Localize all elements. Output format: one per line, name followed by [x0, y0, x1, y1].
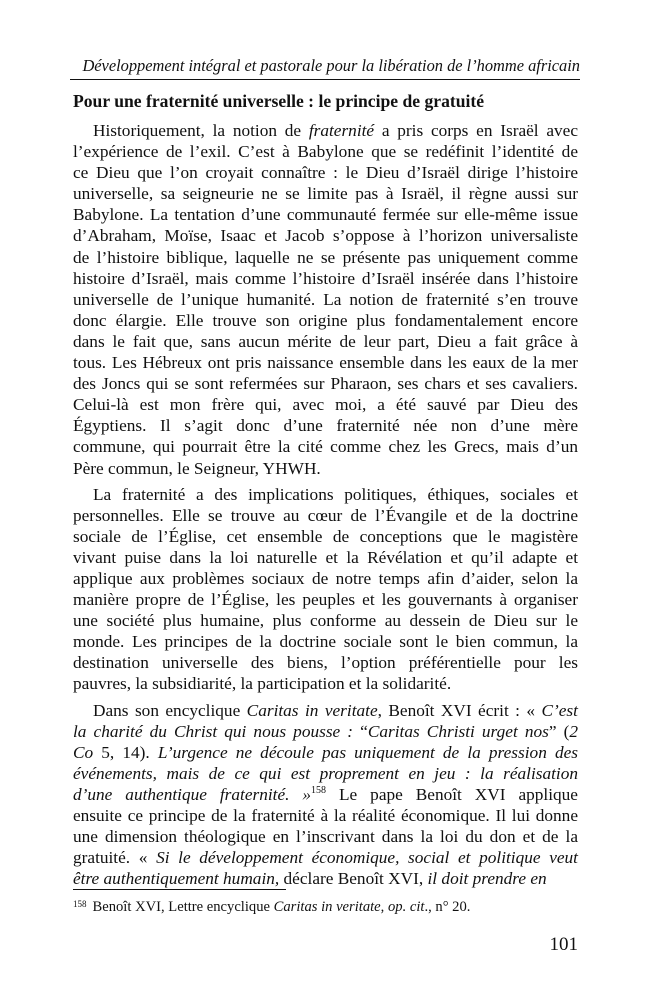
- text-line: événements, mais de ce qui est proprement en jeu : la réalisation: [73, 763, 578, 783]
- text-line: Dans son encyclique Caritas in veritate, Benoît XVI écrit : « C’est: [93, 700, 578, 720]
- text-line: vivant puise dans la loi naturelle et la Révélation et qu’il adapte et: [73, 547, 578, 567]
- text-line: tous. Les Hébreux ont pris naissance ensemble dans les eaux de la mer: [73, 353, 578, 373]
- footnote-number: 158: [73, 899, 87, 909]
- footnote-reference[interactable]: 158: [311, 784, 327, 796]
- text-line: une société plus humaine, plus conforme au dessein de Dieu sur le: [73, 611, 578, 631]
- text-line: être authentiquement humain, déclare Benoît XVI, il doit prendre en: [73, 869, 547, 889]
- text-line: histoire d’Israël, mais comme l’histoire d’Israël insérée dans l’histoire: [73, 268, 578, 288]
- text-line: destination universelle des biens, l’option préférentielle pour les: [73, 653, 578, 673]
- running-header: Développement intégral et pastorale pour la libération de l’homme africain: [82, 56, 580, 75]
- footnote-separator: [73, 889, 286, 890]
- text-line: des Joncs qui se sont refermées sur Pharaon, ses chars et ses cavaliers.: [73, 374, 578, 394]
- text-line: ensuite ce principe de la fraternité à la réalité économique. Il lui donne: [73, 806, 578, 825]
- text-line: donc élargie. Elle trouve son origine plus fondamentalement encore: [73, 310, 578, 330]
- text-line: manière propre de l’Église, les peuples et les gouvernants à organiser: [73, 590, 578, 610]
- paragraph: [73, 484, 578, 695]
- text-line: Babylone. La tentation d’une communauté fermée sur elle-même issue: [73, 205, 578, 225]
- text-line: l’expérience de l’exil. C’est à Babylone que se redéfinit l’identité de: [73, 142, 578, 162]
- text-line: commune, qui pourrait être la cité comme chez les Grecs, mais d’un: [73, 437, 578, 457]
- page-number: 101: [549, 934, 578, 955]
- text-line: d’Abraham, Moïse, Isaac et Jacob s’oppose à l’horizon universaliste: [73, 226, 578, 246]
- body-text: [73, 120, 578, 889]
- text-line: monde. Les principes de la doctrine sociale sont le bien commun, la: [73, 632, 578, 652]
- text-line: ce Dieu que l’on croyait connaître : le Dieu d’Israël dirige l’histoire: [73, 163, 578, 183]
- text-line: universelle, sa seigneurie ne se limite pas à Israël, il règne aussi sur: [73, 184, 578, 204]
- text-line: sociale de l’Église, cet ensemble de conceptions que le magistère: [73, 526, 578, 546]
- text-line: Co 5, 14). L’urgence ne découle pas uniquement de la pression des: [73, 742, 579, 762]
- footnote-158: [73, 898, 470, 916]
- footnote-text: ., n° 20.: [424, 899, 471, 915]
- paragraph: [73, 120, 578, 479]
- text-line: dans le fait que, sans aucun mérite de leur part, Dieu a fait grâce à: [73, 331, 578, 351]
- text-line: une dimension théologique en l’inscrivant dans la loi du don et de la: [73, 827, 578, 847]
- text-line: de l’histoire biblique, laquelle ne se présente pas uniquement comme: [73, 247, 578, 267]
- text-line: d’une authentique fraternité. »$^{158}$ Le pape Benoît XVI applique: [73, 784, 578, 804]
- footnote-text: Benoît XVI, Lettre encyclique: [92, 899, 274, 915]
- paragraph: [73, 700, 578, 890]
- footnote-text: ,: [380, 899, 388, 915]
- text-line: Égyptiens. Il s’agit donc d’une fraternité née non d’une mère: [73, 416, 578, 436]
- text-line: personnelles. Elle se trouve au cœur de l’Évangile et de la doctrine: [73, 505, 578, 525]
- text-line: applique aux problèmes sociaux de notre temps afin d’aider, selon la: [73, 568, 578, 588]
- text-line: universelle de l’unique humanité. La notion de fraternité s’en trouve: [73, 289, 578, 309]
- text-line: Celui-là est mon frère qui, avec moi, a été sauvé par Dieu des: [73, 395, 578, 415]
- text-line: la charité du Christ qui nous pousse : “Caritas Christi urget nos” (2: [73, 721, 579, 741]
- text-line: gratuité. « Si le développement économique, social et politique veut: [73, 848, 578, 868]
- footnote-opcit: op. cit: [387, 899, 425, 915]
- header-rule: [70, 79, 580, 80]
- text-line: pauvres, la subsidiarité, la participation et la solidarité.: [73, 674, 452, 694]
- text-line: La fraternité a des implications politiques, éthiques, sociales et: [93, 484, 578, 504]
- text-line: Historiquement, la notion de fraternité a pris corps en Israël avec: [93, 121, 578, 140]
- footnote-title: Caritas in veritate: [273, 899, 381, 915]
- text-line: Père commun, le Seigneur, YHWH.: [73, 458, 321, 478]
- section-title: Pour une fraternité universelle : le principe de gratuité: [73, 91, 485, 111]
